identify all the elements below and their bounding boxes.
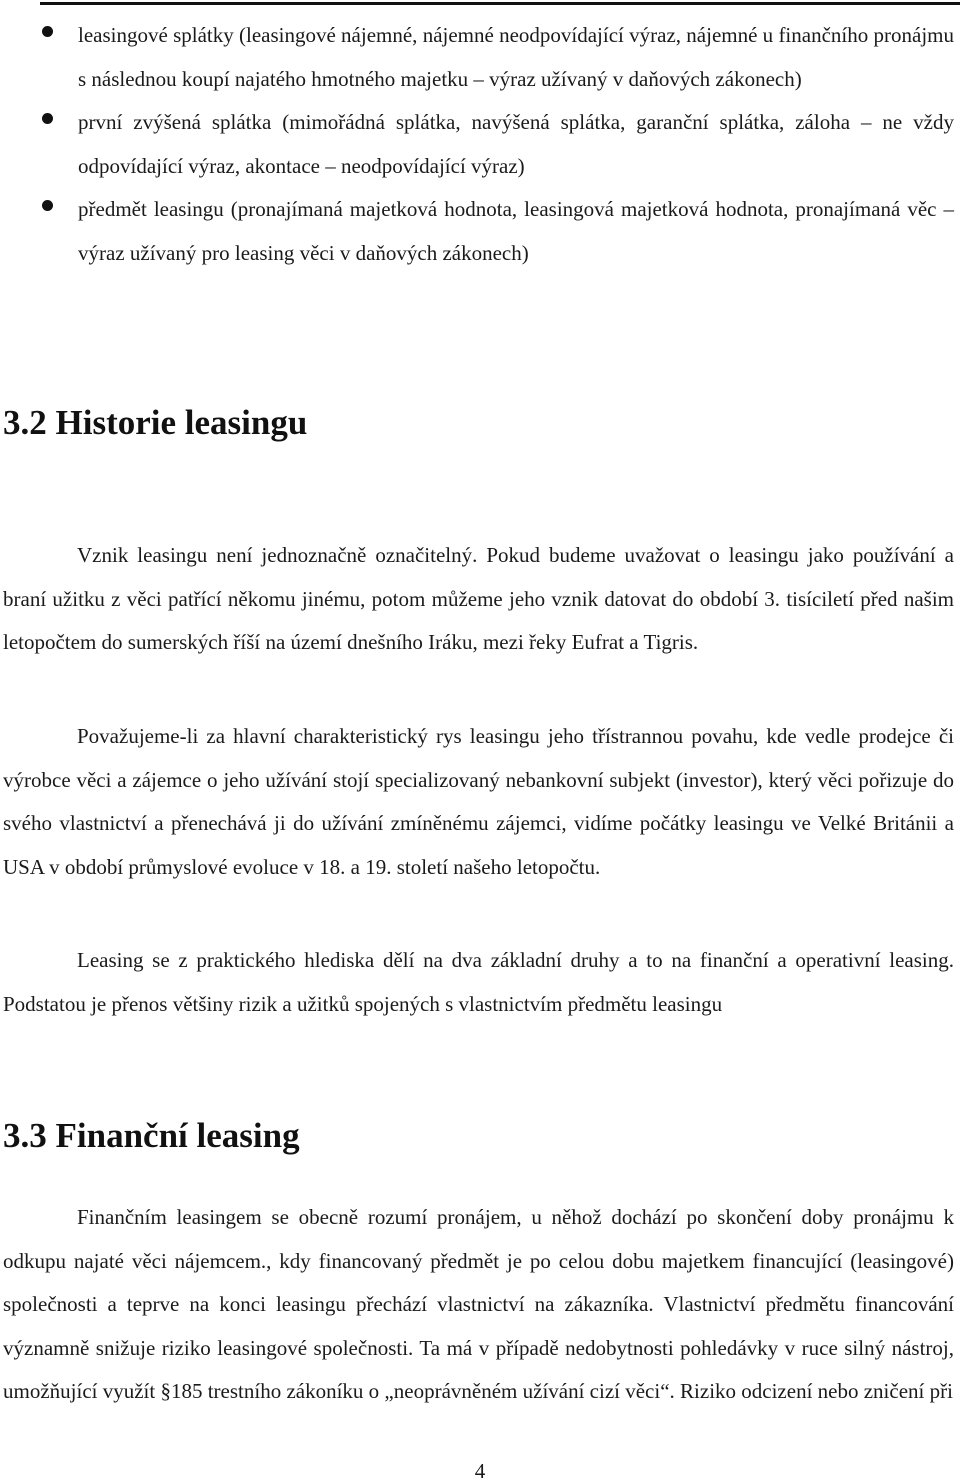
page-number: 4 bbox=[474, 1459, 486, 1483]
top-rule bbox=[40, 2, 960, 5]
bullet-icon bbox=[42, 26, 53, 37]
paragraph: Vznik leasingu není jednoznačně označitelný. Pokud budeme uvažovat o leasingu jako používání a braní užitku z věci patřící někomu jinému, potom můžeme jeho vznik datovat do období 3. tisíciletí před našim letopočtem do sumerských říší na území dnešního Iráku, mezi řeky Eufrat a Tigris. bbox=[3, 543, 954, 654]
section-heading-financni-leasing: 3.3 Finanční leasing bbox=[3, 1116, 300, 1155]
paragraph: Leasing se z praktického hlediska dělí na dva základní druhy a to na finanční a operativní leasing. Podstatou je přenos většiny rizik a užitků spojených s vlastnictvím předmětu leasingu bbox=[3, 948, 954, 1016]
list-item-text: první zvýšená splátka (mimořádná splátka, navýšená splátka, garanční splátka, záloha – ne vždy odpovídající výraz, akontace – neodpovídající výraz) bbox=[78, 110, 954, 178]
list-item bbox=[0, 14, 960, 101]
list-item bbox=[0, 101, 960, 188]
bullet-icon bbox=[42, 200, 53, 211]
paragraph: Finančním leasingem se obecně rozumí pronájem, u něhož dochází po skončení doby pronájmu k odkupu najaté věci nájemcem., kdy financovaný předmět je po celou dobu majetkem financující (leasingové) společnosti a teprve na konci leasingu přechází vlastnictví na zákazníka. Vlastnictví předmětu financování významně snižuje riziko leasingové společnosti. Ta má v případě nedobytnosti pohledávky v ruce silný nástroj, umožňující využít §185 trestního zákoníku o „neoprávněném užívání cizí věci“. Riziko odcizení nebo zničení při bbox=[3, 1205, 954, 1403]
list-item-text: předmět leasingu (pronajímaná majetková hodnota, leasingová majetková hodnota, pronajímaná věc – výraz užívaný pro leasing věci v daňových zákonech) bbox=[78, 197, 954, 265]
bullet-icon bbox=[42, 113, 53, 124]
paragraph: Považujeme-li za hlavní charakteristický rys leasingu jeho třístrannou povahu, kde vedle prodejce či výrobce věci a zájemce o jeho užívání stojí specializovaný nebankovní subjekt (investor), který věci pořizuje do svého vlastnictví a přenechává ji do užívání zmíněnému zájemci, vidíme počátky leasingu ve Velké Británii a USA v období průmyslové evoluce v 18. a 19. století našeho letopočtu. bbox=[3, 724, 954, 879]
term-list bbox=[0, 14, 960, 275]
list-item-text: leasingové splátky (leasingové nájemné, nájemné neodpovídající výraz, nájemné u finančního pronájmu s následnou koupí najatého hmotného majetku – výraz užívaný v daňových zákonech) bbox=[78, 23, 954, 91]
list-item bbox=[0, 188, 960, 275]
section-heading-historie: 3.2 Historie leasingu bbox=[3, 403, 308, 442]
